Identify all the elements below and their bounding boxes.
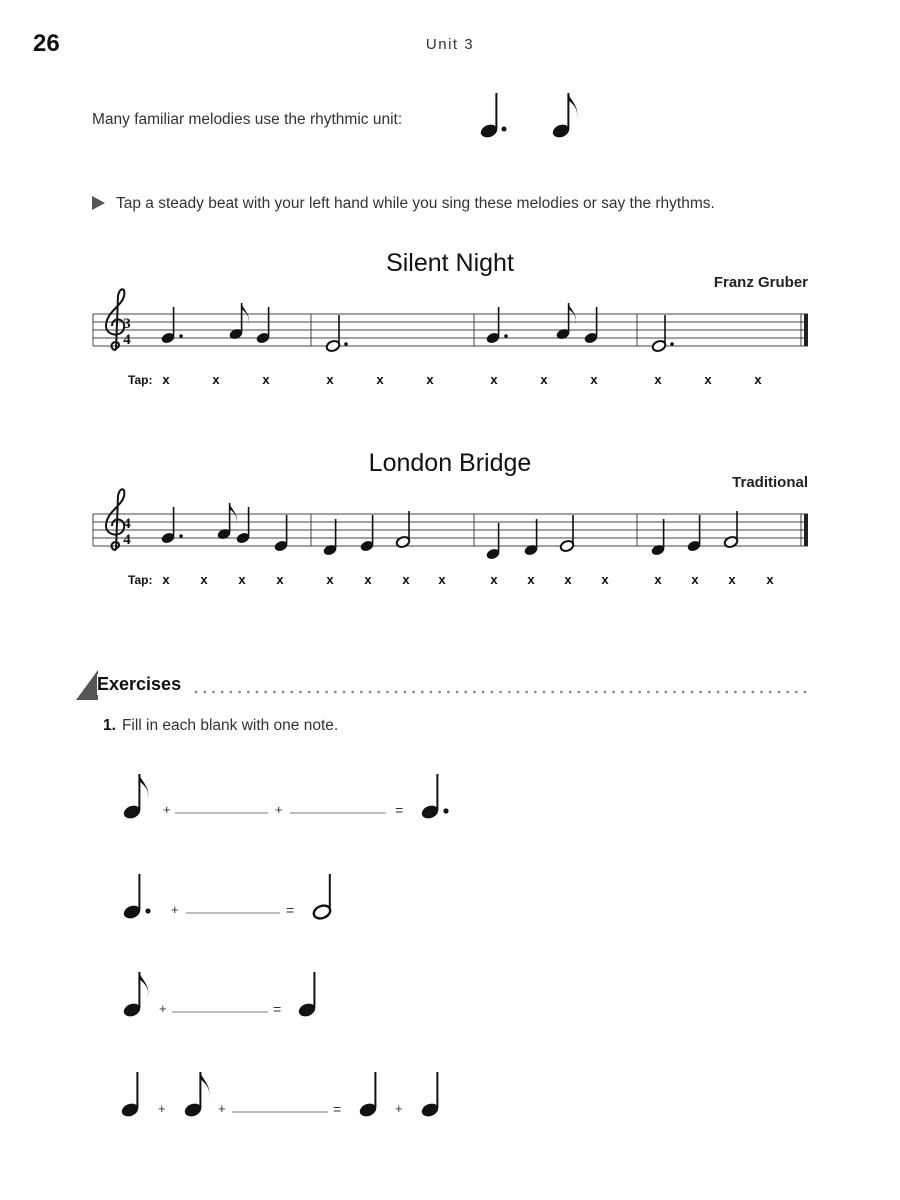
composer-franz-gruber: Franz Gruber xyxy=(713,274,808,291)
tap-mark: x xyxy=(162,372,170,387)
equation-row-3 xyxy=(122,972,317,1019)
treble-clef-icon xyxy=(106,289,124,350)
svg-text:4: 4 xyxy=(123,516,131,532)
svg-text:3: 3 xyxy=(123,316,131,332)
composer-traditional: Traditional xyxy=(732,474,808,491)
plus-sign: + xyxy=(158,1101,166,1116)
plus-sign: + xyxy=(171,902,179,917)
staff-london-bridge xyxy=(93,489,808,587)
exercise-1-equations xyxy=(120,774,449,1119)
song-title-silent-night: Silent Night xyxy=(386,249,514,277)
tap-mark: x xyxy=(601,572,609,587)
tap-mark: x xyxy=(438,572,446,587)
plus-sign: + xyxy=(275,802,283,817)
equals-sign: = xyxy=(395,802,404,818)
tap-mark: x xyxy=(766,572,774,587)
equals-sign: = xyxy=(273,1001,282,1017)
tap-mark: x xyxy=(654,372,662,387)
tap-mark: x xyxy=(540,372,548,387)
intro-rhythm-symbols xyxy=(479,93,577,140)
exercise-number: 1. xyxy=(103,717,116,734)
tap-mark: x xyxy=(754,372,762,387)
tap-label: Tap: xyxy=(128,373,153,387)
tap-label: Tap: xyxy=(128,573,153,587)
tap-mark: x xyxy=(200,572,208,587)
svg-text:4: 4 xyxy=(123,332,131,348)
tap-instruction-text: Tap a steady beat with your left hand while you sing these melodies or say the rhythms. xyxy=(116,195,715,212)
equation-row-4 xyxy=(120,1072,440,1119)
exercises-title: Exercises xyxy=(97,674,187,695)
tap-mark: x xyxy=(728,572,736,587)
unit-label: Unit 3 xyxy=(425,36,475,53)
plus-sign: + xyxy=(159,1001,167,1016)
song-title-london-bridge: London Bridge xyxy=(368,449,532,477)
tap-mark: x xyxy=(376,372,384,387)
tap-mark: x xyxy=(490,572,498,587)
tap-mark: x xyxy=(704,372,712,387)
tap-mark: x xyxy=(564,572,572,587)
tap-mark: x xyxy=(426,372,434,387)
svg-text:4: 4 xyxy=(123,532,131,548)
tap-marks xyxy=(162,572,774,587)
tap-mark: x xyxy=(162,572,170,587)
treble-clef-icon xyxy=(106,489,124,550)
intro-text: Many familiar melodies use the rhythmic unit: xyxy=(92,111,403,128)
equation-row-1 xyxy=(122,774,449,821)
tap-mark: x xyxy=(527,572,535,587)
tap-mark: x xyxy=(212,372,220,387)
tap-mark: x xyxy=(326,372,334,387)
equation-row-2 xyxy=(122,874,332,921)
tap-mark: x xyxy=(490,372,498,387)
tap-mark: x xyxy=(238,572,246,587)
tap-mark: x xyxy=(276,572,284,587)
plus-sign: + xyxy=(395,1101,403,1116)
plus-sign: + xyxy=(218,1101,226,1116)
tap-marks xyxy=(162,372,762,387)
exercise-text: Fill in each blank with one note. xyxy=(121,717,339,734)
plus-sign: + xyxy=(163,802,171,817)
tap-mark: x xyxy=(326,572,334,587)
equals-sign: = xyxy=(333,1101,342,1117)
staff-silent-night xyxy=(93,289,808,387)
tap-mark: x xyxy=(262,372,270,387)
tap-mark: x xyxy=(364,572,372,587)
page-number: 26 xyxy=(33,30,60,57)
tap-mark: x xyxy=(654,572,662,587)
tap-mark: x xyxy=(590,372,598,387)
tap-mark: x xyxy=(402,572,410,587)
tap-mark: x xyxy=(691,572,699,587)
equals-sign: = xyxy=(286,902,295,918)
